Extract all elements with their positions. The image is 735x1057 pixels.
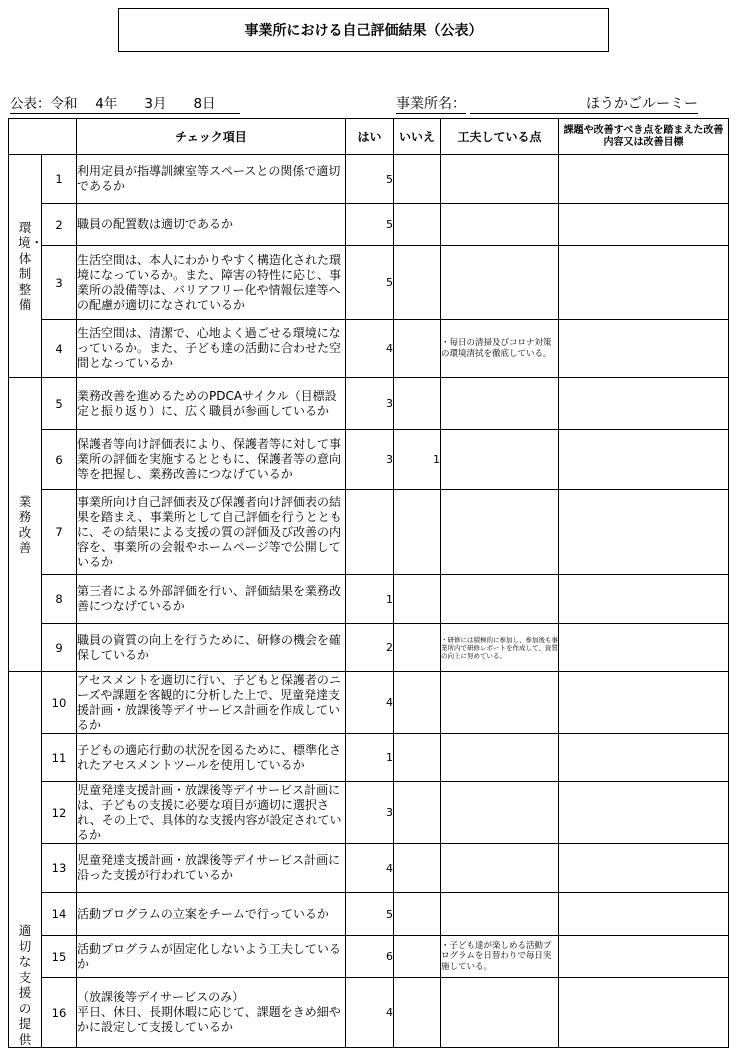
effort-note xyxy=(441,978,559,1048)
effort-note xyxy=(441,430,559,490)
improvement-goal xyxy=(559,320,729,378)
no-count xyxy=(394,320,441,378)
yes-count xyxy=(346,490,394,575)
yes-count: 5 xyxy=(346,893,394,936)
item-number: 2 xyxy=(42,204,77,246)
improvement-goal xyxy=(559,430,729,490)
improvement-goal xyxy=(559,672,729,734)
yes-count: 1 xyxy=(346,575,394,624)
improvement-goal xyxy=(559,936,729,978)
check-item: 生活空間は、清潔で、心地よく過ごせる環境になっているか。また、子ども達の活動に合わせた空間となっているか xyxy=(77,320,346,378)
improvement-goal xyxy=(559,782,729,844)
item-number: 15 xyxy=(42,936,77,978)
table-row xyxy=(9,624,729,672)
no-count xyxy=(394,978,441,1048)
table-row xyxy=(9,575,729,624)
effort-note xyxy=(441,734,559,782)
effort-note xyxy=(441,672,559,734)
header-no: いいえ xyxy=(394,119,441,155)
item-number: 12 xyxy=(42,782,77,844)
check-item: 利用定員が指導訓練室等スペースとの関係で適切であるか xyxy=(77,155,346,204)
no-count xyxy=(394,844,441,893)
effort-note xyxy=(441,782,559,844)
effort-note xyxy=(441,204,559,246)
category-label: 業務改善 xyxy=(18,493,32,555)
no-count xyxy=(394,624,441,672)
improvement-goal xyxy=(559,734,729,782)
yes-count: 6 xyxy=(346,936,394,978)
item-number: 11 xyxy=(42,734,77,782)
header-issues: 課題や改善すべき点を踏まえた改善内容又は改善目標 xyxy=(559,119,729,155)
check-item: 事業所向け自己評価表及び保護者向け評価表の結果を踏まえ、事業所として自己評価を行うとともに、その結果による支援の質の評価及び改善の内容を、事業所の会報やホームページ等で公開しているか xyxy=(77,490,346,575)
table-row xyxy=(9,155,729,204)
no-count xyxy=(394,734,441,782)
improvement-goal xyxy=(559,246,729,320)
item-number: 8 xyxy=(42,575,77,624)
improvement-goal xyxy=(559,378,729,430)
table-row xyxy=(9,430,729,490)
no-count xyxy=(394,893,441,936)
improvement-goal xyxy=(559,893,729,936)
check-item: 職員の配置数は適切であるか xyxy=(77,204,346,246)
check-item: （放課後等デイサービスのみ） 平日、休日、長期休暇に応じて、課題をきめ細やかに設定して支援しているか xyxy=(77,978,346,1048)
table-row xyxy=(9,320,729,378)
improvement-goal xyxy=(559,575,729,624)
yes-count: 1 xyxy=(346,734,394,782)
yes-count: 4 xyxy=(346,320,394,378)
improvement-goal xyxy=(559,204,729,246)
no-count xyxy=(394,782,441,844)
yes-count: 2 xyxy=(346,624,394,672)
yes-count: 5 xyxy=(346,204,394,246)
table-row xyxy=(9,936,729,978)
effort-note xyxy=(441,246,559,320)
yes-count: 4 xyxy=(346,844,394,893)
improvement-goal xyxy=(559,624,729,672)
category-label: 環境・体制整備 xyxy=(18,219,44,312)
item-number: 7 xyxy=(42,490,77,575)
table-row xyxy=(9,978,729,1048)
office-name: ほうかごルーミー xyxy=(470,96,698,114)
table-row xyxy=(9,782,729,844)
item-number: 1 xyxy=(42,155,77,204)
effort-note xyxy=(441,378,559,430)
no-count xyxy=(394,378,441,430)
improvement-goal xyxy=(559,844,729,893)
check-item: 職員の資質の向上を行うために、研修の機会を確保しているか xyxy=(77,624,346,672)
effort-note xyxy=(441,844,559,893)
page-title: 事業所における自己評価結果（公表） xyxy=(118,8,609,52)
no-count xyxy=(394,246,441,320)
no-count xyxy=(394,155,441,204)
no-count xyxy=(394,490,441,575)
effort-note: ・子ども達が楽しめる活動プログラムを日替わりで毎日実施している。 xyxy=(441,936,559,978)
item-number: 13 xyxy=(42,844,77,893)
category-cell xyxy=(9,378,42,672)
evaluation-table xyxy=(8,118,729,1048)
item-number: 6 xyxy=(42,430,77,490)
yes-count: 5 xyxy=(346,155,394,204)
table-row xyxy=(9,204,729,246)
check-item: 生活空間は、本人にわかりやすく構造化された環境になっているか。また、障害の特性に応じ、事業所の設備等は、バリアフリー化や情報伝達等への配慮が適切になされているか xyxy=(77,246,346,320)
no-count xyxy=(394,936,441,978)
yes-count: 3 xyxy=(346,782,394,844)
check-item: 児童発達支援計画・放課後等デイサービス計画には、子どもの支援に必要な項目が適切に選択され、その上で、具体的な支援内容が設定されているか xyxy=(77,782,346,844)
header-yes: はい xyxy=(346,119,394,155)
check-item: 保護者等向け評価表により、保護者等に対して事業所の評価を実施するとともに、保護者等の意向等を把握し、業務改善につなげているか xyxy=(77,430,346,490)
item-number: 14 xyxy=(42,893,77,936)
header-corner xyxy=(9,119,77,155)
category-label: 適切な支援の提供 xyxy=(18,923,32,1047)
improvement-goal xyxy=(559,978,729,1048)
item-number: 3 xyxy=(42,246,77,320)
effort-note xyxy=(441,155,559,204)
item-number: 4 xyxy=(42,320,77,378)
effort-note: ・研修には積極的に参加し、参加後も事業所内で研修レポートを作成して、資質の向上に努めている。 xyxy=(441,624,559,672)
item-number: 10 xyxy=(42,672,77,734)
no-count: 1 xyxy=(394,430,441,490)
yes-count: 5 xyxy=(346,246,394,320)
table-row xyxy=(9,378,729,430)
yes-count: 4 xyxy=(346,672,394,734)
check-item: 第三者による外部評価を行い、評価結果を業務改善につなげているか xyxy=(77,575,346,624)
category-cell xyxy=(9,672,42,1048)
category-cell xyxy=(9,155,42,378)
check-item: 児童発達支援計画・放課後等デイサービス計画に沿った支援が行われているか xyxy=(77,844,346,893)
table-row xyxy=(9,672,729,734)
check-item: 活動プログラムの立案をチームで行っているか xyxy=(77,893,346,936)
check-item: アセスメントを適切に行い、子どもと保護者のニーズや課題を客観的に分析した上で、児童発達支援計画・放課後等デイサービス計画を作成しているか xyxy=(77,672,346,734)
no-count xyxy=(394,575,441,624)
publish-date: 公表：令和 4年 3月 8日 xyxy=(10,96,240,114)
no-count xyxy=(394,204,441,246)
effort-note xyxy=(441,575,559,624)
table-row xyxy=(9,490,729,575)
yes-count: 3 xyxy=(346,430,394,490)
improvement-goal xyxy=(559,155,729,204)
effort-note xyxy=(441,893,559,936)
yes-count: 4 xyxy=(346,978,394,1048)
item-number: 5 xyxy=(42,378,77,430)
office-label: 事業所名： xyxy=(396,96,466,112)
item-number: 9 xyxy=(42,624,77,672)
header-check: チェック項目 xyxy=(77,119,346,155)
item-number: 16 xyxy=(42,978,77,1048)
check-item: 業務改善を進めるためのPDCAサイクル（目標設定と振り返り）に、広く職員が参画しているか xyxy=(77,378,346,430)
table-row xyxy=(9,844,729,893)
yes-count: 3 xyxy=(346,378,394,430)
improvement-goal xyxy=(559,490,729,575)
check-item: 子どもの適応行動の状況を図るために、標準化されたアセスメントツールを使用しているか xyxy=(77,734,346,782)
check-item: 活動プログラムが固定化しないよう工夫しているか xyxy=(77,936,346,978)
table-row xyxy=(9,246,729,320)
effort-note: ・毎日の清掃及びコロナ対策の環境清拭を徹底している。 xyxy=(441,320,559,378)
table-row xyxy=(9,893,729,936)
table-row xyxy=(9,734,729,782)
no-count xyxy=(394,672,441,734)
header-row xyxy=(9,119,729,155)
header-effort: 工夫している点 xyxy=(441,119,559,155)
effort-note xyxy=(441,490,559,575)
